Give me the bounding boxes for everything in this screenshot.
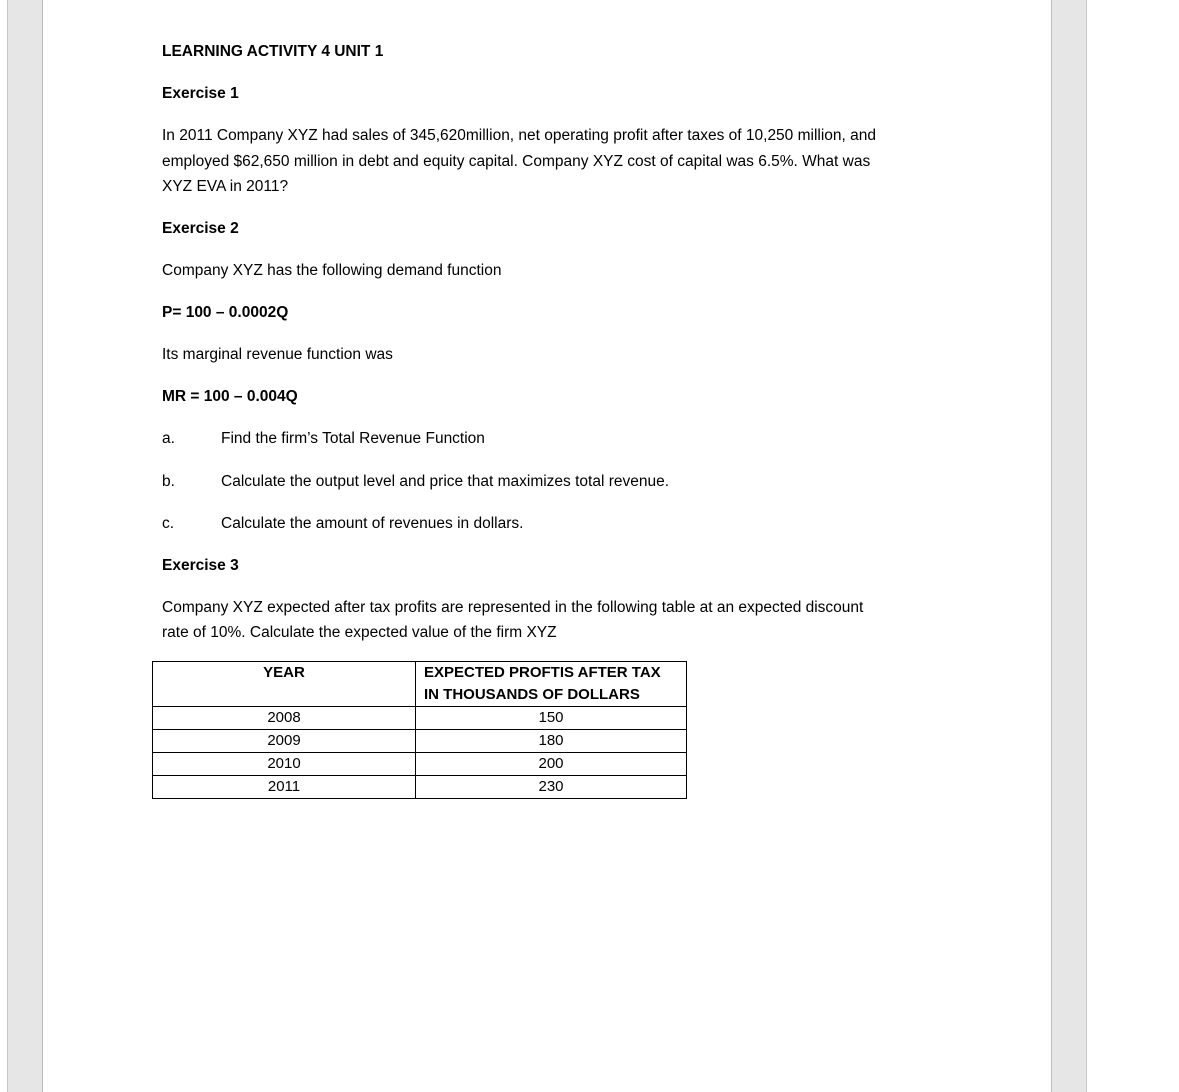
- year-header-label: YEAR: [263, 664, 305, 681]
- year-cell: 2008: [153, 707, 416, 730]
- profits-table: [152, 661, 687, 799]
- exercise-1-text-line: employed $62,650 million in debt and equity capital. Company XYZ cost of capital was 6.5%. What was: [162, 153, 871, 170]
- viewer-left-edge: [7, 0, 8, 1092]
- exercise-1-text-line: XYZ EVA in 2011?: [162, 178, 289, 195]
- exercise-1-heading: Exercise 1: [162, 85, 239, 102]
- table-row: [153, 776, 687, 799]
- table-row: [153, 707, 687, 730]
- viewer-scrollbar-edge: [1086, 0, 1087, 1092]
- table-header-profit: [416, 662, 687, 707]
- exercise-2-intro: Company XYZ has the following demand function: [162, 262, 502, 279]
- profit-cell: 150: [416, 707, 687, 730]
- profit-cell: 180: [416, 730, 687, 753]
- table-row: [153, 730, 687, 753]
- profit-header-line: IN THOUSANDS OF DOLLARS: [424, 686, 640, 703]
- list-item-marker: c.: [162, 515, 175, 532]
- profit-cell: 230: [416, 776, 687, 799]
- year-cell: 2010: [153, 753, 416, 776]
- profit-header-line: EXPECTED PROFTIS AFTER TAX: [424, 664, 661, 681]
- list-item-text: Calculate the amount of revenues in dollars.: [221, 515, 524, 532]
- list-item-text: Calculate the output level and price that maximizes total revenue.: [221, 473, 670, 490]
- document-title: LEARNING ACTIVITY 4 UNIT 1: [162, 43, 384, 60]
- demand-function: P= 100 – 0.0002Q: [162, 304, 289, 321]
- exercise-1-text-line: In 2011 Company XYZ had sales of 345,620million, net operating profit after taxes of 10,250 million, and: [162, 127, 877, 144]
- table-row: [153, 753, 687, 776]
- year-cell: 2009: [153, 730, 416, 753]
- exercise-2-heading: Exercise 2: [162, 220, 239, 237]
- list-item-text: Find the firm’s Total Revenue Function: [221, 430, 485, 447]
- marginal-revenue-intro: Its marginal revenue function was: [162, 346, 393, 363]
- list-item-marker: a.: [162, 430, 175, 447]
- exercise-3-text-line: rate of 10%. Calculate the expected value of the firm XYZ: [162, 624, 557, 641]
- list-item-marker: b.: [162, 473, 175, 490]
- year-cell: 2011: [153, 776, 416, 799]
- table-header-row: [153, 662, 687, 707]
- exercise-3-heading: Exercise 3: [162, 557, 239, 574]
- table-header-year: [153, 662, 416, 707]
- marginal-revenue-function: MR = 100 – 0.004Q: [162, 388, 298, 405]
- exercise-3-text-line: Company XYZ expected after tax profits are represented in the following table at an expected discount: [162, 599, 864, 616]
- profit-cell: 200: [416, 753, 687, 776]
